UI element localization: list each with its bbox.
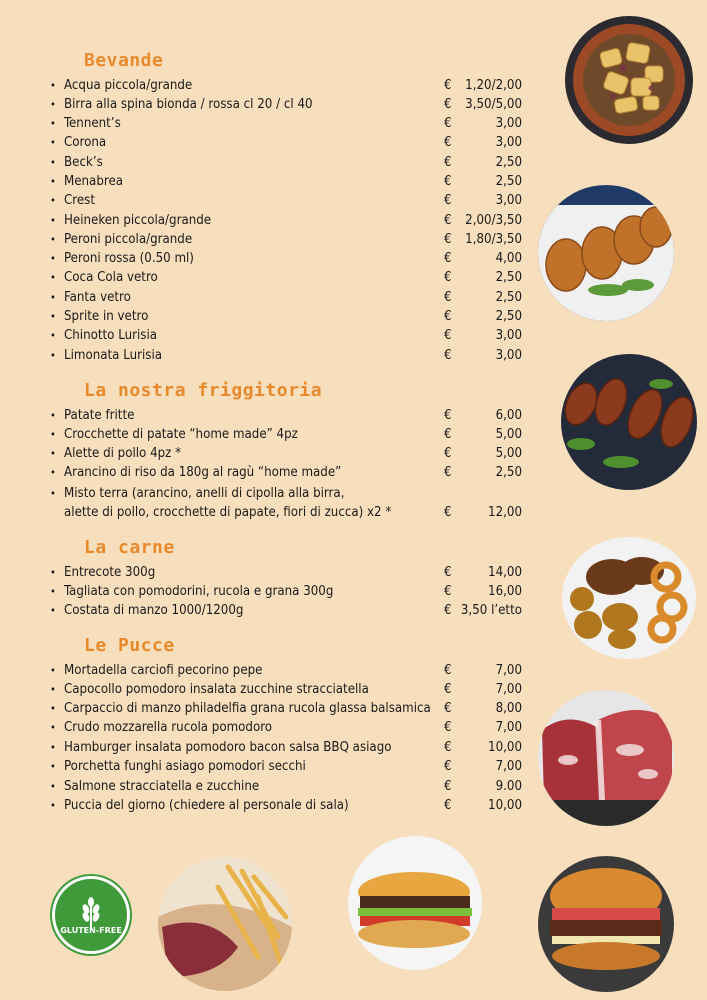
item-name: Acqua piccola/grande xyxy=(64,78,193,93)
bullet: • xyxy=(50,702,56,715)
item-price: 10,00 xyxy=(488,798,522,813)
bullet: • xyxy=(50,466,56,479)
menu-item xyxy=(50,406,528,425)
menu-item xyxy=(50,757,528,776)
item-name: Chinotto Lurisia xyxy=(64,328,158,343)
bullet: • xyxy=(50,175,56,188)
currency-symbol: € xyxy=(444,328,452,343)
menu-item xyxy=(50,718,528,737)
menu-item xyxy=(50,307,528,326)
item-price: 3,00 xyxy=(495,328,522,343)
currency-symbol: € xyxy=(444,720,452,735)
section-title-pucce: Le Pucce xyxy=(84,635,175,656)
item-price: 3,00 xyxy=(495,135,522,150)
currency-symbol: € xyxy=(444,232,452,247)
item-name: Carpaccio di manzo philadelfia grana rucola glassa balsamica xyxy=(64,701,431,716)
currency-symbol: € xyxy=(444,779,452,794)
menu-item xyxy=(50,563,528,582)
roasted-potatoes-photo xyxy=(565,16,693,144)
menu-item xyxy=(50,777,528,796)
item-price: 2,50 xyxy=(495,155,522,170)
item-price: 2,50 xyxy=(495,174,522,189)
bullet: • xyxy=(50,349,56,362)
bullet: • xyxy=(50,487,56,500)
item-name: Peroni rossa (0.50 ml) xyxy=(64,251,194,266)
currency-symbol: € xyxy=(444,465,452,480)
item-price: 8,00 xyxy=(495,701,522,716)
item-price: 2,50 xyxy=(495,270,522,285)
menu-item xyxy=(50,114,528,133)
burger-photo xyxy=(538,856,674,992)
item-price: 7,00 xyxy=(495,682,522,697)
item-price: 7,00 xyxy=(495,759,522,774)
item-name: Entrecote 300g xyxy=(64,565,156,580)
item-name: Fanta vetro xyxy=(64,290,131,305)
menu-item xyxy=(50,346,528,365)
item-name: Birra alla spina bionda / rossa cl 20 / cl 40 xyxy=(64,97,313,112)
item-name: Alette di pollo 4pz * xyxy=(64,446,182,461)
raw-meat-photo xyxy=(538,690,674,826)
currency-symbol: € xyxy=(444,408,452,423)
item-price: 1,80/3,50 xyxy=(465,232,522,247)
item-price: 14,00 xyxy=(488,565,522,580)
section-title-carne: La carne xyxy=(84,537,175,558)
currency-symbol: € xyxy=(444,740,452,755)
bullet: • xyxy=(50,233,56,246)
item-name-line2: alette di pollo, crocchette di papate, fiori di zucca) x2 * xyxy=(64,505,392,520)
item-price: 5,00 xyxy=(495,427,522,442)
bullet: • xyxy=(50,291,56,304)
bullet: • xyxy=(50,136,56,149)
menu-item xyxy=(50,463,528,482)
item-price: 12,00 xyxy=(488,505,522,520)
item-name: Costata di manzo 1000/1200g xyxy=(64,603,244,618)
item-name: Coca Cola vetro xyxy=(64,270,158,285)
item-price: 5,00 xyxy=(495,446,522,461)
item-price: 2,50 xyxy=(495,309,522,324)
menu-item xyxy=(50,249,528,268)
bullet: • xyxy=(50,214,56,227)
puccia-sandwich-photo xyxy=(348,836,482,970)
currency-symbol: € xyxy=(444,251,452,266)
menu-item xyxy=(50,326,528,345)
currency-symbol: € xyxy=(444,213,452,228)
item-price: 4,00 xyxy=(495,251,522,266)
menu-item xyxy=(50,230,528,249)
item-price: 9.00 xyxy=(495,779,522,794)
item-name: Porchetta funghi asiago pomodori secchi xyxy=(64,759,306,774)
currency-symbol: € xyxy=(444,348,452,363)
section-title-friggitoria: La nostra friggitoria xyxy=(84,380,323,401)
item-price: 3,00 xyxy=(495,348,522,363)
currency-symbol: € xyxy=(444,309,452,324)
item-price: 7,00 xyxy=(495,720,522,735)
menu-item xyxy=(50,582,528,601)
section-title-bevande: Bevande xyxy=(84,50,164,71)
menu-item xyxy=(50,661,528,680)
item-price: 7,00 xyxy=(495,663,522,678)
item-name: Crudo mozzarella rucola pomodoro xyxy=(64,720,273,735)
bullet: • xyxy=(50,721,56,734)
currency-symbol: € xyxy=(444,193,452,208)
item-price: 3,50/5,00 xyxy=(465,97,522,112)
menu-item xyxy=(50,484,528,522)
bullet: • xyxy=(50,447,56,460)
item-price: 2,50 xyxy=(495,290,522,305)
currency-symbol: € xyxy=(444,701,452,716)
item-name: Peroni piccola/grande xyxy=(64,232,193,247)
currency-symbol: € xyxy=(444,682,452,697)
puccia-fries-photo xyxy=(158,857,292,991)
bullet: • xyxy=(50,428,56,441)
currency-symbol: € xyxy=(444,155,452,170)
menu-item xyxy=(50,268,528,287)
item-name: Limonata Lurisia xyxy=(64,348,163,363)
chicken-wings-photo xyxy=(561,354,697,490)
bullet: • xyxy=(50,683,56,696)
bullet: • xyxy=(50,780,56,793)
bullet: • xyxy=(50,799,56,812)
menu-item xyxy=(50,288,528,307)
item-name: Puccia del giorno (chiedere al personale di sala) xyxy=(64,798,349,813)
item-price: 6,00 xyxy=(495,408,522,423)
bullet: • xyxy=(50,760,56,773)
item-name: Patate fritte xyxy=(64,408,135,423)
currency-symbol: € xyxy=(444,78,452,93)
item-price: 2,00/3,50 xyxy=(465,213,522,228)
currency-symbol: € xyxy=(444,446,452,461)
currency-symbol: € xyxy=(444,759,452,774)
item-price: 16,00 xyxy=(488,584,522,599)
item-name: Heineken piccola/grande xyxy=(64,213,212,228)
currency-symbol: € xyxy=(444,603,452,618)
menu-item xyxy=(50,699,528,718)
currency-symbol: € xyxy=(444,798,452,813)
bullet: • xyxy=(50,117,56,130)
currency-symbol: € xyxy=(444,565,452,580)
item-price: 3,50 l’etto xyxy=(460,603,522,618)
menu-item xyxy=(50,191,528,210)
wheat-icon xyxy=(76,896,106,930)
bullet: • xyxy=(50,252,56,265)
menu-item xyxy=(50,738,528,757)
bullet: • xyxy=(50,79,56,92)
bullet: • xyxy=(50,566,56,579)
item-name: Crocchette di patate “home made” 4pz xyxy=(64,427,298,442)
item-name-line1: Misto terra (arancino, anelli di cipolla alla birra, xyxy=(64,486,345,501)
item-price: 3,00 xyxy=(495,116,522,131)
menu-item xyxy=(50,425,528,444)
item-price: 3,00 xyxy=(495,193,522,208)
item-name: Arancino di riso da 180g al ragù “home made” xyxy=(64,465,342,480)
item-name: Crest xyxy=(64,193,96,208)
item-name: Corona xyxy=(64,135,107,150)
menu-item xyxy=(50,76,528,95)
currency-symbol: € xyxy=(444,505,452,520)
bullet: • xyxy=(50,271,56,284)
menu-item xyxy=(50,172,528,191)
menu-item xyxy=(50,601,528,620)
menu-item xyxy=(50,211,528,230)
item-name: Beck’s xyxy=(64,155,103,170)
bullet: • xyxy=(50,156,56,169)
bullet: • xyxy=(50,604,56,617)
bullet: • xyxy=(50,98,56,111)
currency-symbol: € xyxy=(444,116,452,131)
item-price: 1,20/2,00 xyxy=(465,78,522,93)
bullet: • xyxy=(50,741,56,754)
currency-symbol: € xyxy=(444,270,452,285)
menu-item xyxy=(50,95,528,114)
gluten-free-label: GLUTEN-FREE xyxy=(60,925,122,935)
currency-symbol: € xyxy=(444,584,452,599)
bullet: • xyxy=(50,585,56,598)
menu-item xyxy=(50,133,528,152)
item-name: Capocollo pomodoro insalata zucchine stracciatella xyxy=(64,682,369,697)
item-name: Sprite in vetro xyxy=(64,309,149,324)
item-price: 10,00 xyxy=(488,740,522,755)
menu-item xyxy=(50,153,528,172)
item-price: 2,50 xyxy=(495,465,522,480)
item-name: Tagliata con pomodorini, rucola e grana 300g xyxy=(64,584,334,599)
currency-symbol: € xyxy=(444,97,452,112)
currency-symbol: € xyxy=(444,663,452,678)
menu-item xyxy=(50,444,528,463)
item-name: Menabrea xyxy=(64,174,124,189)
menu-item xyxy=(50,680,528,699)
fried-mix-photo xyxy=(562,537,696,659)
currency-symbol: € xyxy=(444,427,452,442)
gluten-free-badge xyxy=(52,876,130,954)
bullet: • xyxy=(50,329,56,342)
currency-symbol: € xyxy=(444,290,452,305)
item-name: Mortadella carciofi pecorino pepe xyxy=(64,663,263,678)
croquettes-photo xyxy=(538,185,674,321)
currency-symbol: € xyxy=(444,174,452,189)
bullet: • xyxy=(50,194,56,207)
item-name: Tennent’s xyxy=(64,116,121,131)
item-name xyxy=(64,484,391,522)
item-name: Salmone stracciatella e zucchine xyxy=(64,779,260,794)
bullet: • xyxy=(50,310,56,323)
bullet: • xyxy=(50,409,56,422)
item-name: Hamburger insalata pomodoro bacon salsa BBQ asiago xyxy=(64,740,392,755)
menu-item xyxy=(50,796,528,815)
currency-symbol: € xyxy=(444,135,452,150)
bullet: • xyxy=(50,664,56,677)
